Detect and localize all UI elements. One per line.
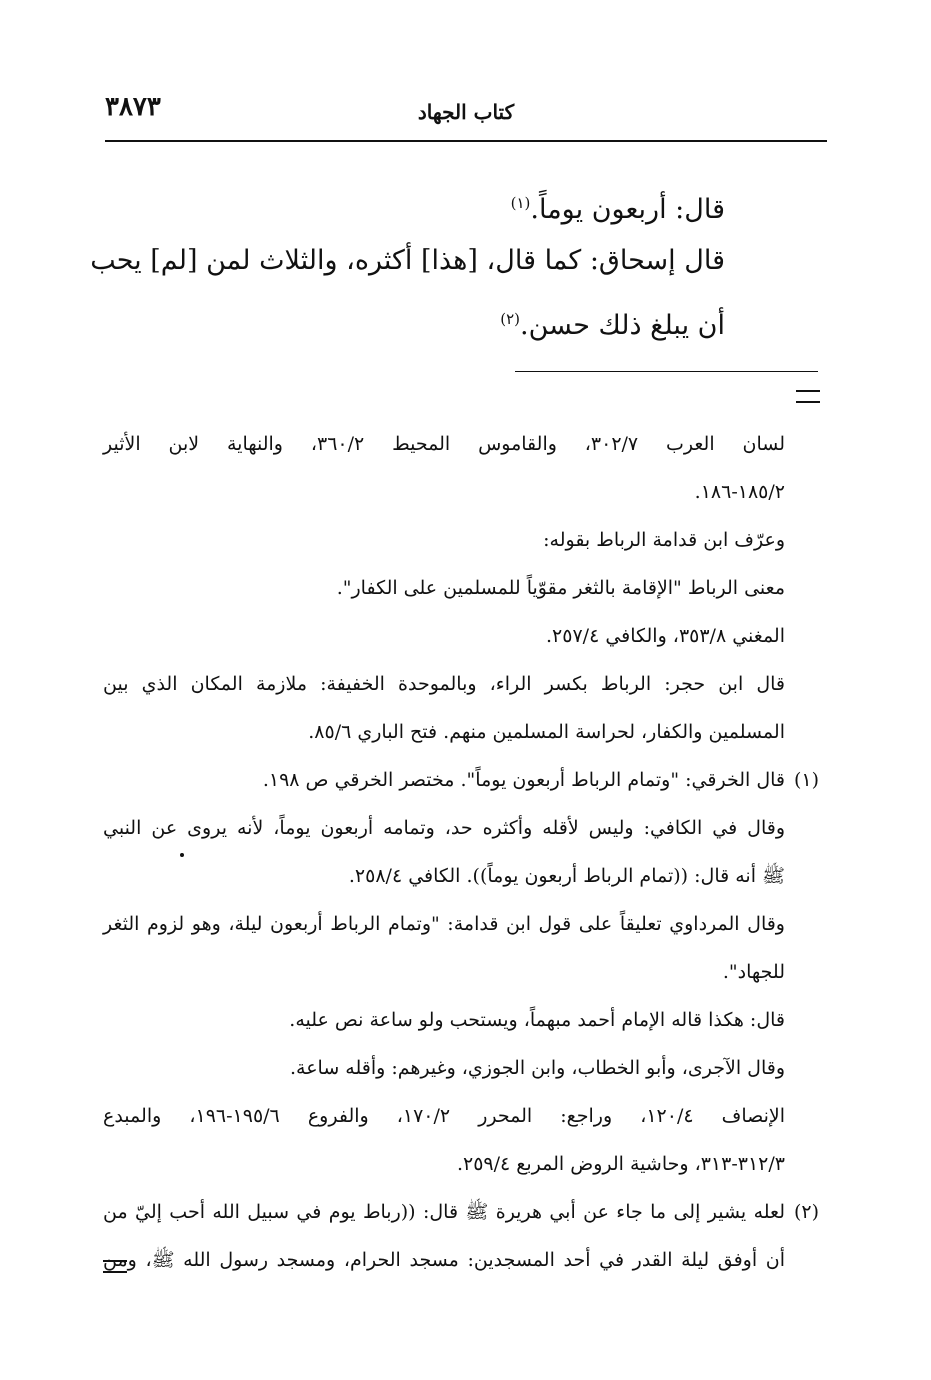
footnote-line: أن أوفق ليلة القدر في أحد المسجدين: مسجد الحرام، ومسجد رسول الله ﷺ، ومن [103, 1249, 785, 1271]
footnote-2-marker: (٢) [793, 1201, 819, 1223]
main-text [90, 174, 725, 348]
main-line: أن يبلغ ذلك حسن.$^{(٢)}$ [500, 310, 725, 341]
footnote-line: المسلمين والكفار، لحراسة المسلمين منهم. فتح الباري ٨٥/٦. [308, 721, 785, 743]
footnote-line: وقال في الكافي: وليس لأقله وأكثره حد، وتمامه أربعون يوماً، لأنه يروى عن النبي [103, 817, 785, 839]
header-rule [105, 140, 827, 142]
footnote-line: للجهاد". [722, 961, 785, 983]
footnote-line: قال ابن حجر: الرباط بكسر الراء، وبالموحدة الخفيفة: ملازمة المكان الذي بين [103, 673, 785, 695]
continuation-mark [796, 390, 820, 403]
footnotes [103, 420, 819, 1284]
footnote-line: معنى الرباط "الإقامة بالثغر مقوّياً للمسلمين على الكفار". [336, 577, 785, 599]
footnote-line: قال: هكذا قاله الإمام أحمد مبهماً، ويستحب ولو ساعة نص عليه. [289, 1009, 785, 1031]
footnote-line: المغني ٣٥٣/٨، والكافي ٢٥٧/٤. [546, 625, 785, 647]
main-line: قال: أربعون يوماً.$^{(١)}$ [510, 194, 725, 225]
footnote-line: وعرّف ابن قدامة الرباط بقوله: [543, 529, 785, 551]
footnote-line: وقال الآجرى، وأبو الخطاب، وابن الجوزي، وغيرهم: وأقله ساعة. [289, 1057, 785, 1079]
page-header [105, 92, 827, 136]
footnote-line: لسان العرب ٣٠٢/٧، والقاموس المحيط ٣٦٠/٢، والنهاية لابن الأثير [103, 433, 785, 455]
footnote-line: الإنصاف ١٢٠/٤، وراجع: المحرر ١٧٠/٢، والفروع ١٩٥/٦-١٩٦، والمبدع [103, 1105, 785, 1127]
page-number: ٣٨٧٣ [105, 92, 161, 122]
footnote-ref: (١) [510, 194, 531, 212]
footnote-1-line: (١) قال الخرقي: "وتمام الرباط أربعون يوماً". مختصر الخرقي ص ١٩٨. [103, 756, 785, 804]
stray-dot [180, 853, 184, 857]
footnote-1-marker: (١) [793, 769, 819, 791]
footnote-ref: (٢) [500, 310, 521, 328]
footnote-separator [515, 371, 818, 372]
continued-mark [103, 1260, 127, 1273]
footnote-line: وقال المرداوي تعليقاً على قول ابن قدامة: "وتمام الرباط أربعون ليلة، وهو لزوم الثغر [103, 913, 785, 935]
main-line: قال إسحاق: كما قال، [هذا] أكثره، والثلاث لمن [لم] يحب [90, 245, 725, 276]
footnote-2-line: (٢) لعله يشير إلى ما جاء عن أبي هريرة ﷺ قال: ((رباط يوم في سبيل الله أحب إليّ من [103, 1188, 785, 1236]
running-title: كتاب الجهاد [417, 100, 515, 124]
footnote-line: ٣١٢/٣-٣١٣، وحاشية الروض المربع ٢٥٩/٤. [456, 1153, 785, 1175]
footnote-line: ١٨٥/٢-١٨٦. [694, 481, 785, 503]
footnote-line: ﷺ أنه قال: ((تمام الرباط أربعون يوماً)). الكافي ٢٥٨/٤. [348, 865, 785, 887]
